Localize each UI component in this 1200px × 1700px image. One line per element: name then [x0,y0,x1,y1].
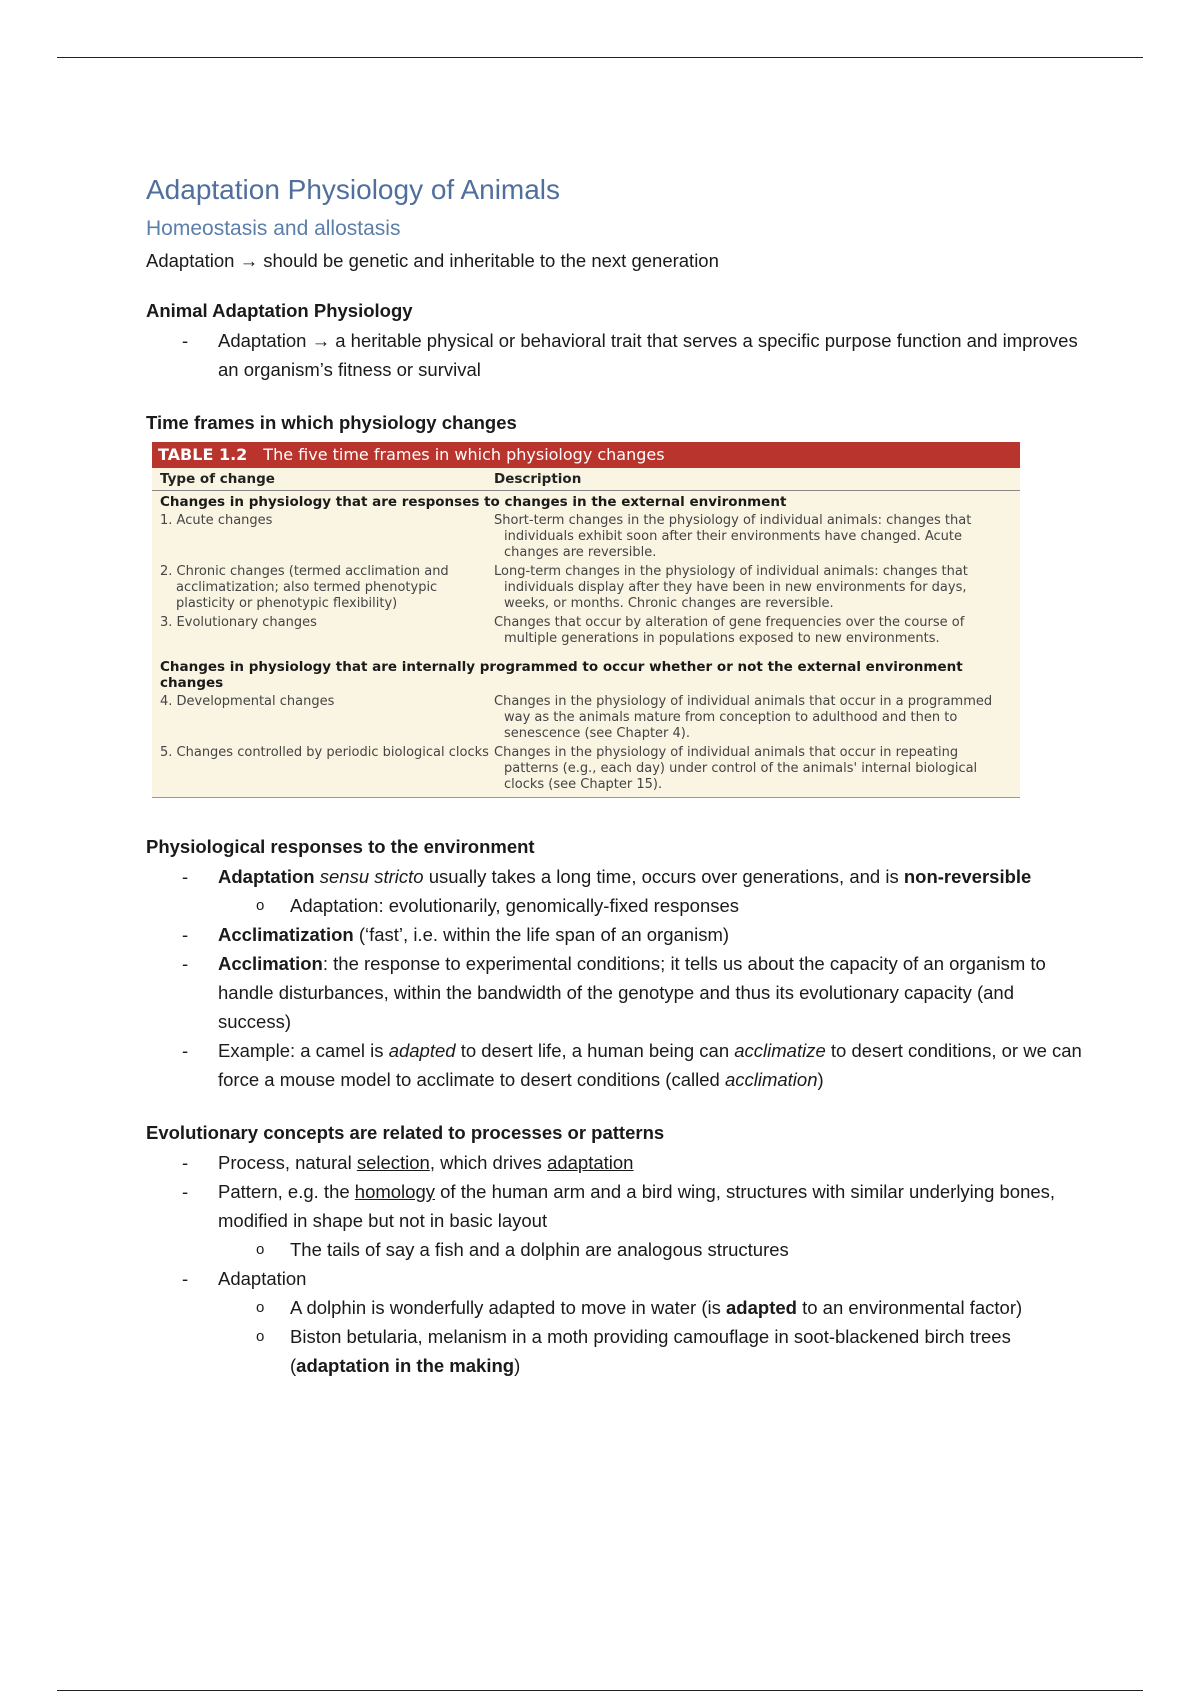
column-header-description: Description [494,471,582,487]
header-rule [57,57,1143,58]
term-acclimation-italic: acclimation [724,1069,818,1090]
table-row [152,612,1020,647]
item-text: Example: a camel is [218,1040,389,1061]
item-text: (‘fast’, i.e. within the life span of an organism) [353,924,730,945]
term-sensu-stricto: sensu stricto [319,866,424,887]
term-acclimation: Acclimation [218,953,323,974]
term-acclimatize: acclimatize [734,1040,826,1061]
list-evolutionary-concepts-cont [146,1264,1086,1293]
sub-list-item [218,1235,1086,1264]
circle-bullet: o [256,897,265,914]
term-adapted: adapted [388,1040,456,1061]
item-text: Adaptation [218,1268,307,1289]
row-description: Changes that occur by alteration of gene frequencies over the course of multiple generations in populations exposed to new environments. [494,615,965,646]
term-adaptation-underlined: adaptation [547,1152,634,1173]
table-row [152,691,1020,742]
sublist [218,891,1086,920]
list-physiological-responses [146,862,1086,891]
heading-evolutionary-concepts: Evolutionary concepts are related to processes or patterns [146,1122,665,1143]
row-type: 1. Acute changes [160,513,273,528]
circle-bullet: o [256,1328,265,1345]
item-text: Adaptation: evolutionarily, genomically-fixed responses [290,895,740,916]
item-text: of the human arm and a bird wing, structures with similar underlying bones, modified in shape but not in basic layout [218,1181,1056,1231]
item-text: to desert life, a human being can [455,1040,735,1061]
dash-bullet: - [182,1268,189,1289]
list-item [146,326,1086,384]
list-item [146,1264,1086,1293]
sub-list-item [218,1293,1086,1322]
table-row [152,561,1020,612]
row-type: 4. Developmental changes [160,694,335,709]
dash-bullet: - [182,953,189,974]
table-group-heading: Changes in physiology that are internally programmed to occur whether or not the external environment changes [160,659,963,691]
sub-list-item [218,1322,1086,1380]
sublist [218,1293,1086,1380]
heading-physiological-responses: Physiological responses to the environment [146,836,535,857]
row-type: 3. Evolutionary changes [160,615,317,630]
dash-bullet: - [182,1181,189,1202]
item-text: Process, natural [218,1152,357,1173]
term-adaptation-in-making: adaptation in the making [296,1355,515,1376]
dash-bullet: - [182,866,189,887]
item-text: to desert conditions, or we can force a mouse model to acclimate to desert conditions (called [218,1040,1082,1090]
table-label: TABLE 1.2 [158,445,248,464]
item-text: ) [514,1355,521,1376]
row-description: Long-term changes in the physiology of individual animals: changes that individuals display after they have been in new environments for days, weeks, or months. Chronic changes are reversible. [494,564,968,611]
term-homology: homology [354,1181,435,1202]
list-item [146,862,1086,891]
table-row [152,742,1020,797]
footer-rule [57,1690,1143,1691]
sublist [218,1235,1086,1264]
list-animal-adaptation [146,326,1086,384]
item-text: , which drives [429,1152,548,1173]
section-subtitle: Homeostasis and allostasis [146,217,401,240]
term-selection: selection [356,1152,430,1173]
document-body [146,170,1086,1380]
intro-line: Adaptation → should be genetic and inheritable to the next generation [146,250,719,271]
column-header-type: Type of change [160,471,275,487]
list-item [146,1036,1086,1094]
item-text: Adaptation → a heritable physical or behavioral trait that serves a specific purpose function and improves an organism’s fitness or survival [218,330,1078,380]
list-physiological-responses-cont [146,920,1086,1094]
term-adapted-bold: adapted [726,1297,797,1318]
item-text: to an environmental factor) [796,1297,1023,1318]
row-description: Changes in the physiology of individual animals that occur in a programmed way as the animals mature from conception to adulthood and then to senescence (see Chapter 4). [494,694,993,741]
page-title: Adaptation Physiology of Animals [146,174,561,205]
dash-bullet: - [182,330,189,351]
term-acclimatization: Acclimatization [218,924,354,945]
sub-list-item [218,891,1086,920]
item-text: A dolphin is wonderfully adapted to move in water (is [290,1297,727,1318]
table-figure [152,442,1020,798]
item-text: The tails of say a fish and a dolphin are analogous structures [290,1239,789,1260]
dash-bullet: - [182,1152,189,1173]
table-caption: The five time frames in which physiology changes [263,445,665,464]
item-text: : the response to experimental conditions; it tells us about the capacity of an organism to handle disturbances, within the bandwidth of the genotype and thus its evolutionary capacity (and success) [218,953,1046,1032]
circle-bullet: o [256,1241,265,1258]
dash-bullet: - [182,1040,189,1061]
term-non-reversible: non-reversible [903,866,1032,887]
table-group-heading: Changes in physiology that are responses to changes in the external environment [160,494,787,510]
list-item [146,949,1086,1036]
item-text: ) [817,1069,824,1090]
table-caption-bar [152,442,1020,468]
dash-bullet: - [182,924,189,945]
circle-bullet: o [256,1299,265,1316]
row-description: Short-term changes in the physiology of individual animals: changes that individuals exhibit soon after their environments have changed. Acute changes are reversible. [494,513,972,560]
row-type: 5. Changes controlled by periodic biological clocks [160,745,489,760]
heading-animal-adaptation: Animal Adaptation Physiology [146,300,413,321]
item-text: usually takes a long time, occurs over generations, and is [423,866,904,887]
list-evolutionary-concepts [146,1148,1086,1235]
item-text: Pattern, e.g. the [218,1181,355,1202]
list-item [146,1177,1086,1235]
item-text: Biston betularia, melanism in a moth providing camouflage in soot-blackened birch trees ( [290,1326,1011,1376]
row-type: 2. Chronic changes (termed acclimation and acclimatization; also termed phenotypic plasticity or phenotypic flexibility) [160,564,449,611]
table-row [152,510,1020,561]
list-item [146,1148,1086,1177]
table-column-headers [152,468,1020,491]
list-item [146,920,1086,949]
heading-time-frames: Time frames in which physiology changes [146,412,517,433]
term-adaptation: Adaptation [218,866,315,887]
row-description: Changes in the physiology of individual animals that occur in repeating patterns (e.g., each day) under control of the animals' internal biological clocks (see Chapter 15). [494,745,978,792]
